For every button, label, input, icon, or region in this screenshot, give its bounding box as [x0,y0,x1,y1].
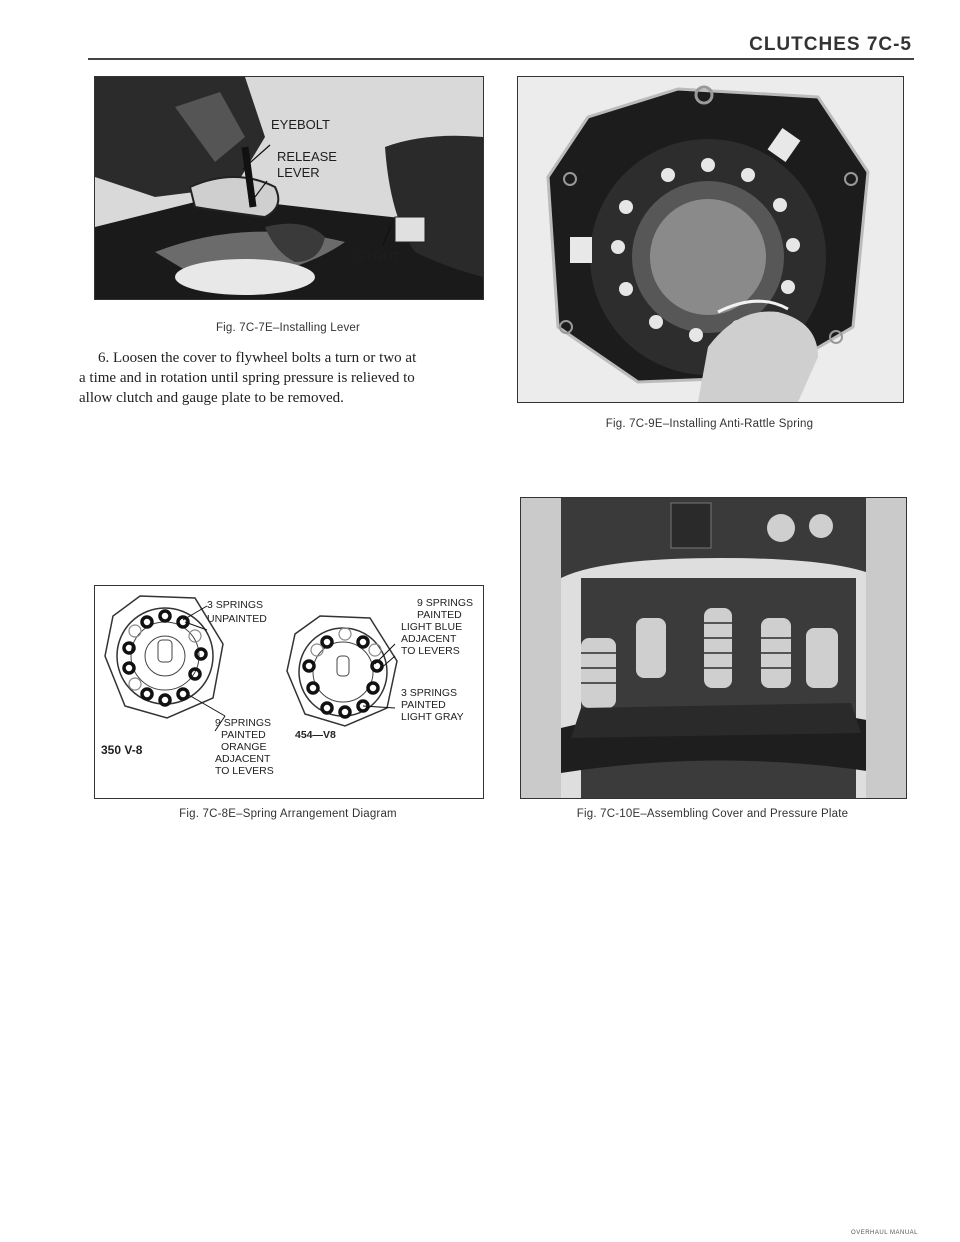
step-6-line-2: a time and in rotation until spring pressure is relieved to [79,370,415,386]
figure-installing-anti-rattle-spring [517,76,904,403]
caption-fig-7c-8e: Fig. 7C-8E–Spring Arrangement Diagram [179,808,397,820]
step-6-line-3: allow clutch and gauge plate to be removed. [79,390,344,406]
label-350-bottom-line4: ADJACENT [215,753,271,765]
caption-fig-7c-7e: Fig. 7C-7E–Installing Lever [215,322,361,334]
label-350-top-line2: UNPAINTED [207,613,267,625]
label-454-bottom-line2: PAINTED [401,699,446,711]
label-350-top-line1: 3 SPRINGS [207,599,264,611]
page-header-title: CLUTCHES 7C-5 [749,34,912,55]
assembling-cover-photo [521,498,906,798]
caption-fig-7c-10e: Fig. 7C-10E–Assembling Cover and Pressure Plate [576,808,849,820]
label-454-top-line1: 9 SPRINGS [417,597,474,609]
step-6-paragraph [79,348,484,408]
label-454-top-line4: ADJACENT [401,633,457,645]
caption-fig-7c-9e: Fig. 7C-9E–Installing Anti-Rattle Spring [605,418,814,430]
label-454-bottom-line1: 3 SPRINGS [401,687,458,699]
label-eyebolt: EYEBOLT [271,117,331,132]
label-release-lever-line2: LEVER [277,165,320,180]
figure-spring-arrangement-diagram [94,585,484,799]
spring-arrangement-diagram [95,586,483,798]
label-350-bottom-line2: PAINTED [221,729,266,741]
label-release-lever-line1: RELEASE [277,149,337,164]
figure-installing-lever [94,76,484,300]
figure-assembling-cover-pressure-plate [520,497,907,799]
label-350-bottom-line5: TO LEVERS [215,765,274,777]
label-350-bottom-line3: ORANGE [221,741,267,753]
label-350-engine: 350 V-8 [101,743,143,757]
label-454-top-line3: LIGHT BLUE [401,621,463,633]
anti-rattle-spring-photo [518,77,903,402]
label-454-engine: 454—V8 [295,729,336,741]
installing-lever-photo [95,77,483,299]
label-350-bottom-line1: 9 SPRINGS [215,717,272,729]
label-strut: STRUT [357,249,401,264]
label-454-bottom-line3: LIGHT GRAY [401,711,464,723]
label-454-top-line2: PAINTED [417,609,462,621]
step-6-line-1: 6. Loosen the cover to flywheel bolts a turn or two at [98,350,417,366]
header-rule [88,58,914,60]
footer-overhaul-manual: OVERHAUL MANUAL [851,1230,918,1236]
label-454-top-line5: TO LEVERS [401,645,460,657]
